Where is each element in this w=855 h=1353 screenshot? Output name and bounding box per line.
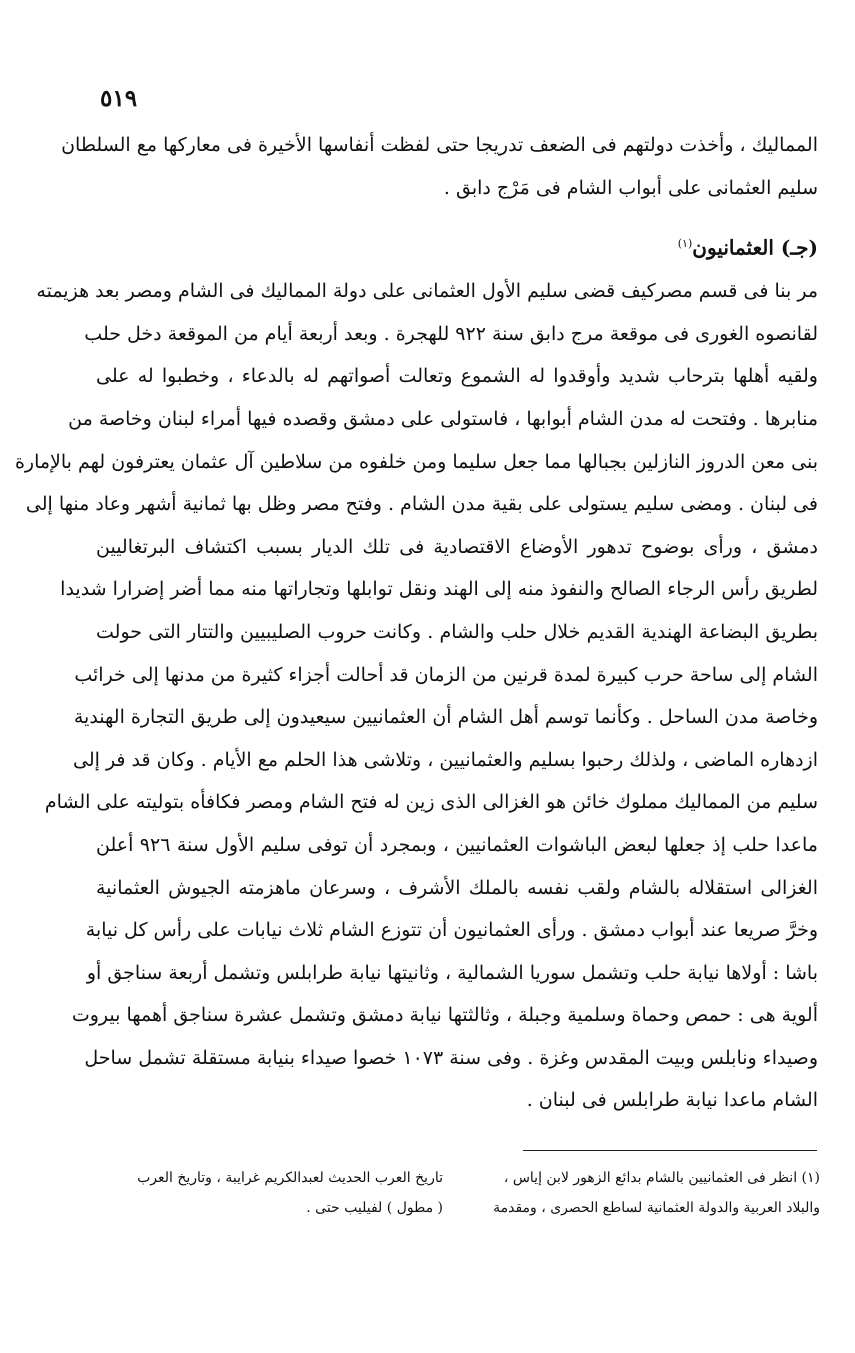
footnote-line: والبلاد العربية والدولة العثمانية لساطع الحصرى ، ومقدمة xyxy=(493,1200,820,1216)
body-line: الشام إلى ساحة حرب كبيرة لمدة قرنين من الزمان قد أحالت أجزاء كثيرة من مدنها إلى خرائب xyxy=(74,663,818,686)
body-line: وخرَّ صريعا عند أبواب دمشق . ورأى العثمانيون أن تتوزع الشام ثلاث نيابات على رأس كل نيابة xyxy=(85,919,818,942)
intro-line: سليم العثمانى على أبواب الشام فى مَرْج دابق . xyxy=(443,176,818,199)
footnotes xyxy=(98,1163,820,1223)
section-heading-text: (جـ) العثمانيون xyxy=(692,235,818,260)
footnote-column-left xyxy=(98,1163,443,1223)
body-line: منابرها . وفتحت له مدن الشام أبوابها ، فاستولى على دمشق وقصده فيها أمراء لبنان وخاصة من xyxy=(68,407,818,430)
body-line: مر بنا فى قسم مصركيف قضى سليم الأول العثمانى على دولة المماليك فى الشام ومصر بعد هزيمته xyxy=(36,280,818,303)
body-line: ولقيه أهلها بترحاب شديد وأوقدوا له الشموع وتعالت أصواتهم له بالدعاء ، وخطبوا له على xyxy=(96,365,818,388)
footnote-line: ( مطول ) لفيليب حتى . xyxy=(306,1200,443,1216)
body-line: لطريق رأس الرجاء الصالح والنفوذ منه إلى الهند ونقل توابلها وتجاراتها منه مما أضر إضرارا شديدا xyxy=(60,578,818,601)
body-line: ازدهاره الماضى ، ولذلك رحبوا بسليم والعثمانيين ، وتلاشى هذا الحلم مع الأيام . وكان قد فر إلى xyxy=(73,748,818,771)
main-text xyxy=(14,124,818,1122)
section-heading xyxy=(96,222,818,266)
body-line: بنى معن الدروز النازلين بجبالها مما جعل سليما ومن خلفوه من سلاطين آل عثمان يعترفون لهم بالإمارة xyxy=(14,450,818,473)
body-line: وخاصة مدن الساحل . وكأنما توسم أهل الشام أن العثمانيين سيعيدون إلى طريق التجارة الهندية xyxy=(73,706,818,729)
body-line: وصيداء ونابلس وبيت المقدس وغزة . وفى سنة ١٠٧٣ خصوا صيداء بنيابة مستقلة تشمل ساحل xyxy=(84,1046,818,1069)
body-line: سليم من المماليك مملوك خائن هو الغزالى الذى زين له فتح الشام ومصر فكافأه بتوليته على الشام xyxy=(44,791,818,814)
footnote-column-right xyxy=(470,1163,820,1223)
body-line: فى لبنان . ومضى سليم يستولى على بقية مدن الشام . وفتح مصر وظل بها ثمانية أشهر وعاد منها إلى xyxy=(25,493,818,516)
footnote-reference: (١) xyxy=(677,237,693,251)
footnote-line: (١) انظر فى العثمانيين بالشام بدائع الزهور لابن إياس ، xyxy=(503,1170,820,1186)
body-line: باشا : أولاها نيابة حلب وتشمل سوريا الشمالية ، وثانيتها نيابة طرابلس وتشمل أربعة سناجق أو xyxy=(86,961,818,984)
page-number: ٥١٩ xyxy=(100,85,138,112)
footnote-line: تاريخ العرب الحديث لعبدالكريم غرايبة ، وتاريخ العرب xyxy=(137,1170,443,1186)
body-line: الغزالى استقلاله بالشام ولقب نفسه بالملك الأشرف ، وسرعان ماهزمته الجيوش العثمانية xyxy=(96,876,818,899)
body-line: بطريق البضاعة الهندية القديم خلال حلب والشام . وكانت حروب الصليبيين والتتار التى حولت xyxy=(96,620,818,643)
body-line: الشام ماعدا نيابة طرابلس فى لبنان . xyxy=(526,1089,818,1112)
body-line: ألوية هى : حمص وحماة وسلمية وجبلة ، وثالثتها نيابة دمشق وتشمل عشرة سناجق أهمها بيروت xyxy=(71,1004,818,1027)
body-line: ماعدا حلب إذ جعلها لبعض الباشوات العثمانيين ، وبمجرد أن توفى سليم الأول سنة ٩٢٦ أعلن xyxy=(96,833,818,856)
body-line: دمشق ، ورأى بوضوح تدهور الأوضاع الاقتصادية فى تلك الديار بسبب اكتشاف البرتغاليين xyxy=(96,535,818,558)
footnote-divider xyxy=(523,1150,817,1151)
intro-line: المماليك ، وأخذت دولتهم فى الضعف تدريجا حتى لفظت أنفاسها الأخيرة فى معاركها مع السلطان xyxy=(61,134,818,156)
body-line: لقانصوه الغورى فى موقعة مرج دابق سنة ٩٢٢ للهجرة . وبعد أربعة أيام من الموقعة دخل حلب xyxy=(84,322,818,345)
